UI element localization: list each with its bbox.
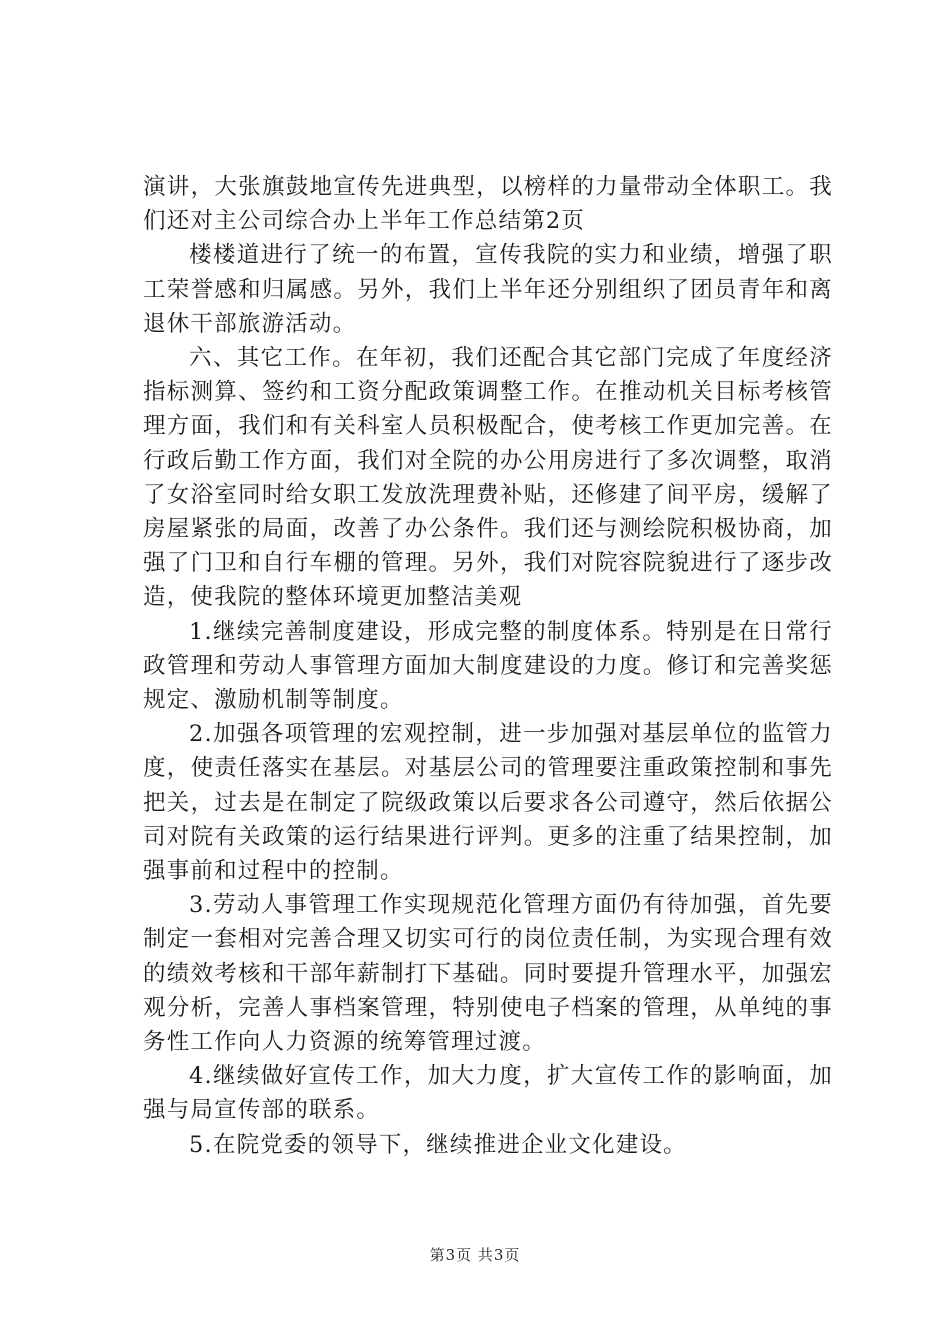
list-item-4: 4.继续做好宣传工作，加大力度，扩大宣传工作的影响面，加强与局宣传部的联系。 (143, 1063, 833, 1124)
list-item-1: 1.继续完善制度建设，形成完整的制度体系。特别是在日常行政管理和劳动人事管理方面加大制度建设的力度。修订和完善奖惩规定、激励机制等制度。 (143, 618, 833, 714)
list-item-3: 3.劳动人事管理工作实现规范化管理方面仍有待加强，首先要制定一套相对完善合理又切实可行的岗位责任制，为实现合理有效的绩效考核和干部年薪制打下基础。同时要提升管理水平，加强宏观分析，完善人事档案管理，特别使电子档案的管理，从单纯的事务性工作向人力资源的统筹管理过渡。 (143, 892, 833, 1056)
page-number-footer: 第3页 共3页 (429, 1246, 521, 1264)
list-item-2: 2.加强各项管理的宏观控制，进一步加强对基层单位的监管力度，使责任落实在基层。对基层公司的管理要注重政策控制和事先把关，过去是在制定了院级政策以后要求各公司遵守，然后依据公司对院有关政策的运行结果进行评判。更多的注重了结果控制，加强事前和过程中的控制。 (143, 721, 833, 885)
document-body (143, 170, 833, 1162)
list-item-5: 5.在院党委的领导下，继续推进企业文化建设。 (189, 1131, 687, 1158)
paragraph-building-layout: 楼楼道进行了统一的布置，宣传我院的实力和业绩，增强了职工荣誉感和归属感。另外，我们上半年还分别组织了团员青年和离退休干部旅游活动。 (143, 242, 833, 337)
paragraph-other-work: 六、其它工作。在年初，我们还配合其它部门完成了年度经济指标测算、签约和工资分配政策调整工作。在推动机关目标考核管理方面，我们和有关科室人员积极配合，使考核工作更加完善。在行政后勤工作方面，我们对全院的办公用房进行了多次调整，取消了女浴室同时给女职工发放洗理费补贴，还修建了间平房，缓解了房屋紧张的局面，改善了办公条件。我们还与测绘院积极协商，加强了门卫和自行车棚的管理。另外，我们对院容院貌进行了逐步改造，使我院的整体环境更加整洁美观 (143, 345, 833, 611)
paragraph-continuation: 演讲，大张旗鼓地宣传先进典型，以榜样的力量带动全体职工。我们还对主公司综合办上半年工作总结第2页 (143, 174, 833, 235)
